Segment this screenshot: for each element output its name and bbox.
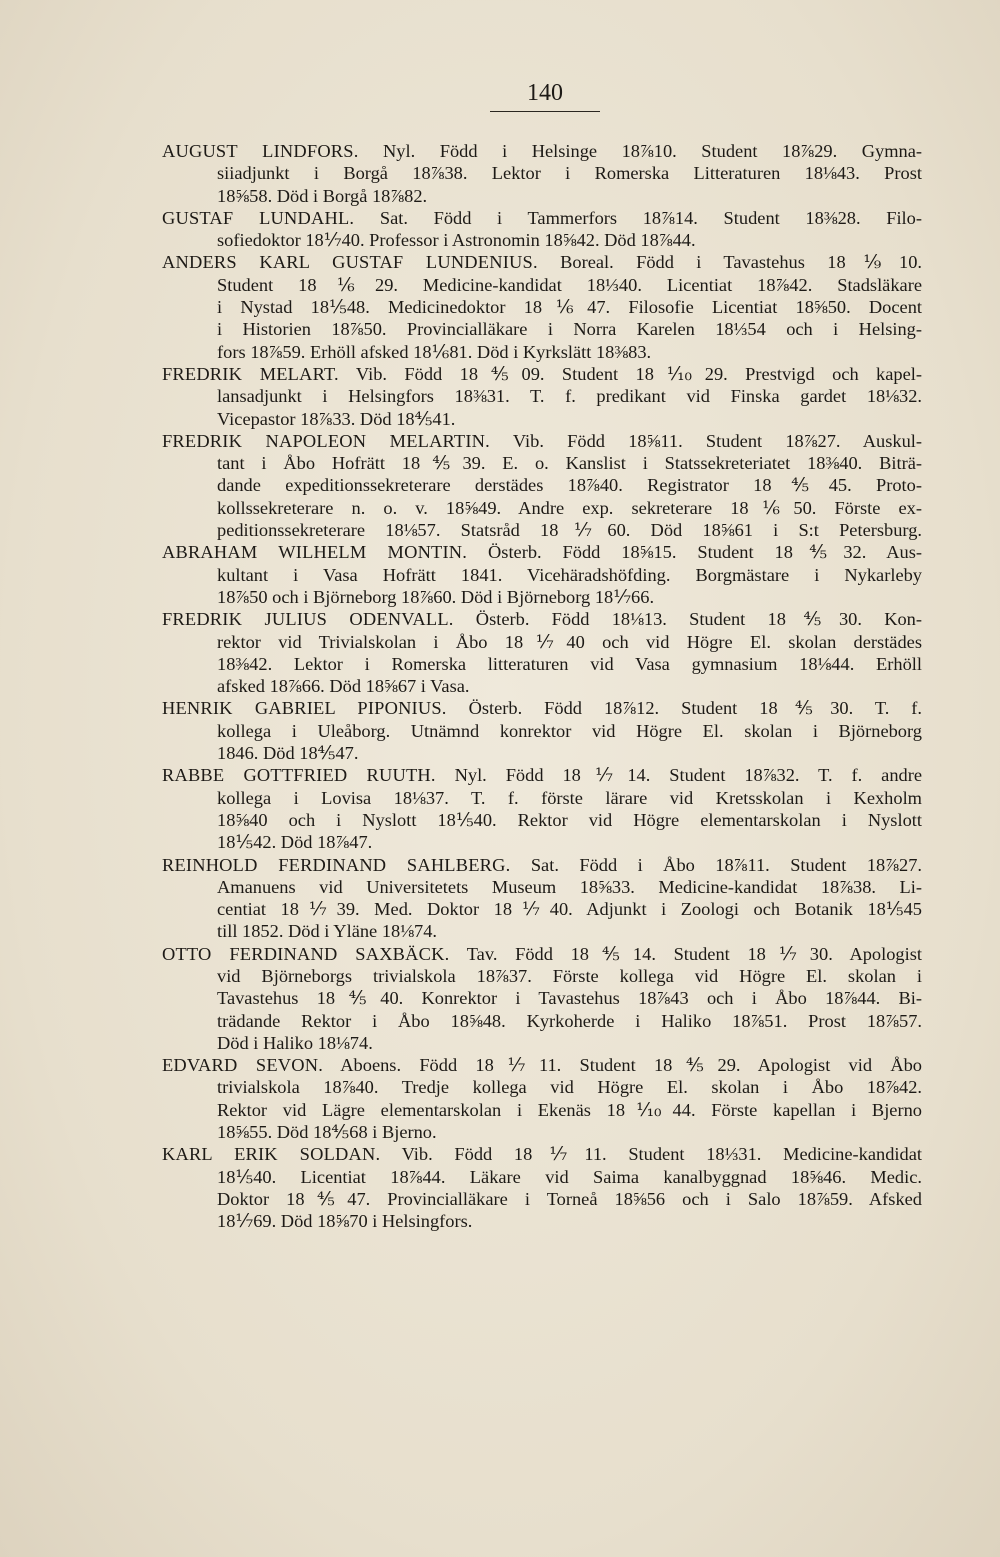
entry-text-line	[162, 586, 922, 608]
entry-text: Doktor 18⅘47. Provincialläkare i Torneå 18⅝56 och i Salo 18⅞59. Afsked	[217, 1188, 922, 1209]
entry-text-line	[162, 675, 922, 697]
entry-text-line	[162, 1032, 922, 1054]
entry-heading-line	[162, 854, 922, 876]
entry-text: Boreal. Född i Tavastehus 18⅑10.	[537, 252, 922, 273]
entry	[162, 251, 922, 362]
person-name: KARL ERIK SOLDAN.	[162, 1144, 381, 1165]
entry-text-line	[162, 408, 922, 430]
entry-text: 18⅕42. Död 18⅞47.	[217, 832, 373, 853]
entry-heading-line	[162, 1054, 922, 1076]
entry-text: 18⅞50 och i Björneborg 18⅞60. Död i Björneborg 18⅐66.	[217, 586, 655, 607]
entry-text: till 1852. Död i Yläne 18⅛74.	[217, 921, 437, 942]
entry-text: 1846. Död 18⅘47.	[217, 743, 359, 764]
entry-text-line	[162, 497, 922, 519]
entry-text: trädande Rektor i Åbo 18⅝48. Kyrkoherde i Haliko 18⅞51. Prost 18⅞57.	[217, 1010, 922, 1031]
entry-text-line	[162, 185, 922, 207]
entry-text-line	[162, 1076, 922, 1098]
entry-text-line	[162, 564, 922, 586]
entry-heading-line	[162, 764, 922, 786]
entry-text-line	[162, 987, 922, 1009]
entry-text: Österb. Född 18⅞12. Student 18⅘30. T. f.	[446, 698, 922, 719]
entry-text-line	[162, 452, 922, 474]
entry-text-line	[162, 385, 922, 407]
entry-text: 18⅕40. Licentiat 18⅞44. Läkare vid Saima kanalbyggnad 18⅝46. Medic.	[217, 1166, 922, 1187]
entry-text-line	[162, 296, 922, 318]
entry-text: Rektor vid Lägre elementarskolan i Ekenäs 18⅒44. Förste kapellan i Bjerno	[217, 1099, 922, 1120]
entry-text: fors 18⅞59. Erhöll afsked 18⅙81. Död i Kyrkslätt 18⅜83.	[217, 341, 652, 362]
entry-text: Vicepastor 18⅞33. Död 18⅘41.	[217, 408, 456, 429]
page-number: 140	[527, 80, 563, 106]
entry-text-line	[162, 742, 922, 764]
entry	[162, 207, 922, 252]
entry-text: kollega i Lovisa 18⅛37. T. f. förste lärare vid Kretsskolan i Kexholm	[217, 787, 922, 808]
entry-heading-line	[162, 251, 922, 273]
entry-text: afsked 18⅞66. Död 18⅝67 i Vasa.	[217, 676, 470, 697]
entry-text: 18⅝40 och i Nyslott 18⅕40. Rektor vid Högre elementarskolan i Nyslott	[217, 809, 922, 830]
person-name: ANDERS KARL GUSTAF LUNDENIUS.	[162, 252, 538, 273]
entry	[162, 140, 922, 207]
entry-text: i Historien 18⅞50. Provincialläkare i Norra Karelen 18⅓54 och i Helsing-	[217, 319, 922, 340]
entry-text-line	[162, 274, 922, 296]
entry-text: 18⅐69. Död 18⅝70 i Helsingfors.	[217, 1211, 473, 1232]
entry-text: 18⅝58. Död i Borgå 18⅞82.	[217, 185, 428, 206]
entry-text: Tav. Född 18⅘14. Student 18⅐30. Apologist	[449, 943, 922, 964]
entry-heading-line	[162, 541, 922, 563]
entry-text: trivialskola 18⅞40. Tredje kollega vid Högre El. skolan i Åbo 18⅞42.	[217, 1077, 922, 1098]
entry-text: i Nystad 18⅕48. Medicinedoktor 18⅙47. Filosofie Licentiat 18⅝50. Docent	[217, 297, 922, 318]
person-name: AUGUST LINDFORS.	[162, 141, 359, 161]
entry-heading-line	[162, 363, 922, 385]
entry-text-line	[162, 474, 922, 496]
entry-text-line	[162, 920, 922, 942]
person-name: OTTO FERDINAND SAXBÄCK.	[162, 943, 450, 964]
person-name: GUSTAF LUNDAHL.	[162, 207, 355, 228]
person-name: ABRAHAM WILHELM MONTIN.	[162, 542, 468, 563]
entry	[162, 697, 922, 764]
person-name: RABBE GOTTFRIED RUUTH.	[162, 765, 436, 786]
person-name: HENRIK GABRIEL PIPONIUS.	[162, 698, 447, 719]
entry-text: peditionssekreterare 18⅛57. Statsråd 18⅐60. Död 18⅝61 i S:t Petersburg.	[217, 520, 922, 541]
entry-text-line	[162, 787, 922, 809]
entry-text: rektor vid Trivialskolan i Åbo 18⅐40 och vid Högre El. skolan derstädes	[217, 631, 922, 652]
person-name: FREDRIK JULIUS ODENVALL.	[162, 609, 454, 630]
entry-text: vid Björneborgs trivialskola 18⅞37. Förste kollega vid Högre El. skolan i	[217, 965, 922, 986]
entry-heading-line	[162, 207, 922, 229]
entry-text-line	[162, 965, 922, 987]
entry-heading-line	[162, 430, 922, 452]
entry-text: Vib. Född 18⅝11. Student 18⅞27. Auskul-	[489, 430, 922, 451]
entry-text: Sat. Född i Åbo 18⅞11. Student 18⅞27.	[510, 854, 922, 875]
entry-text-line	[162, 229, 922, 251]
entry-text: kollssekreterare n. o. v. 18⅝49. Andre exp. sekreterare 18⅙50. Förste ex-	[217, 497, 922, 518]
entry-text-line	[162, 1210, 922, 1232]
entry-text: 18⅜42. Lektor i Romerska litteraturen vid Vasa gymnasium 18⅛44. Erhöll	[217, 653, 922, 674]
entry-text-line	[162, 1188, 922, 1210]
entry	[162, 764, 922, 853]
entry	[162, 363, 922, 430]
entry-text-line	[162, 898, 922, 920]
entry-text-line	[162, 162, 922, 184]
entry-text: tant i Åbo Hofrätt 18⅘39. E. o. Kanslist i Statssekreteriatet 18⅜40. Biträ-	[217, 453, 922, 474]
entry-text-line	[162, 809, 922, 831]
person-name: REINHOLD FERDINAND SAHLBERG.	[162, 854, 511, 875]
entry-text: 18⅝55. Död 18⅘68 i Bjerno.	[217, 1122, 437, 1143]
entry-text: centiat 18⅐39. Med. Doktor 18⅐40. Adjunkt i Zoologi och Botanik 18⅕45	[217, 899, 922, 920]
entry-text-line	[162, 1099, 922, 1121]
person-name: EDVARD SEVON.	[162, 1055, 324, 1076]
entry-text-line	[162, 876, 922, 898]
entry	[162, 1143, 922, 1232]
entry-text: Aboens. Född 18⅐11. Student 18⅘29. Apologist vid Åbo	[323, 1055, 922, 1076]
entry-text: Student 18⅙29. Medicine-kandidat 18⅓40. Licentiat 18⅞42. Stadsläkare	[217, 274, 922, 295]
entry-text: Vib. Född 18⅐11. Student 18⅓31. Medicine-kandidat	[380, 1144, 922, 1165]
entry-heading-line	[162, 943, 922, 965]
entry-text: siiadjunkt i Borgå 18⅞38. Lektor i Romerska Litteraturen 18⅛43. Prost	[217, 163, 922, 184]
entry-text: lansadjunkt i Helsingfors 18⅜31. T. f. predikant vid Finska gardet 18⅛32.	[217, 386, 922, 407]
page-number-rule	[490, 111, 600, 112]
entry	[162, 541, 922, 608]
entry-text-line	[162, 631, 922, 653]
entry-text: Vib. Född 18⅘09. Student 18⅒29. Prestvigd och kapel-	[338, 363, 923, 384]
entry-text: kultant i Vasa Hofrätt 1841. Vicehäradshöfding. Borgmästare i Nykarleby	[217, 564, 922, 585]
entry-text: Tavastehus 18⅘40. Konrektor i Tavastehus 18⅞43 och i Åbo 18⅞44. Bi-	[217, 988, 922, 1009]
entry-text: dande expeditionssekreterare derstädes 18⅞40. Registrator 18⅘45. Proto-	[217, 475, 922, 496]
entry-text: Nyl. Född 18⅐14. Student 18⅞32. T. f. andre	[435, 765, 922, 786]
person-name: FREDRIK MELART.	[162, 363, 339, 384]
entry	[162, 943, 922, 1054]
entry-text: sofiedoktor 18⅐40. Professor i Astronomin 18⅝42. Död 18⅞44.	[217, 230, 696, 251]
entry	[162, 1054, 922, 1143]
person-name: FREDRIK NAPOLEON MELARTIN.	[162, 430, 490, 451]
entry-text: Amanuens vid Universitetets Museum 18⅝33. Medicine-kandidat 18⅞38. Li-	[217, 876, 922, 897]
entry-heading-line	[162, 608, 922, 630]
entry-text: Österb. Född 18⅛13. Student 18⅘30. Kon-	[453, 609, 922, 630]
biographical-entries	[162, 140, 922, 1233]
entry-text: Död i Haliko 18⅛74.	[217, 1032, 373, 1053]
entry-heading-line	[162, 140, 922, 162]
entry-text: Nyl. Född i Helsinge 18⅞10. Student 18⅞29. Gymna-	[358, 141, 922, 161]
entry-text-line	[162, 720, 922, 742]
entry-heading-line	[162, 697, 922, 719]
entry-text-line	[162, 341, 922, 363]
entry-text-line	[162, 1010, 922, 1032]
entry-text-line	[162, 1121, 922, 1143]
entry-text-line	[162, 318, 922, 340]
entry-text: Sat. Född i Tammerfors 18⅞14. Student 18⅜28. Filo-	[354, 207, 922, 228]
entry	[162, 854, 922, 943]
entry-text-line	[162, 1166, 922, 1188]
entry-text-line	[162, 653, 922, 675]
entry-text: Österb. Född 18⅝15. Student 18⅘32. Aus-	[467, 542, 922, 563]
entry-heading-line	[162, 1143, 922, 1165]
entry	[162, 608, 922, 697]
entry-text-line	[162, 519, 922, 541]
entry	[162, 430, 922, 541]
entry-text-line	[162, 831, 922, 853]
entry-text: kollega i Uleåborg. Utnämnd konrektor vid Högre El. skolan i Björneborg	[217, 720, 922, 741]
